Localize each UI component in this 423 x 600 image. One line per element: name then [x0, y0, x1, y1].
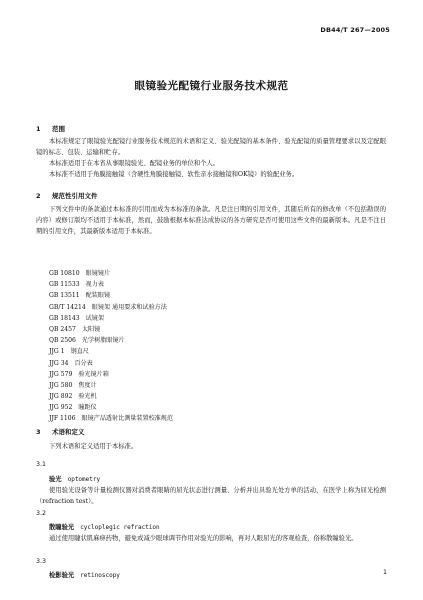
list-item: GB 11533 视力表: [49, 281, 104, 289]
section-1-title: 范围: [52, 125, 65, 133]
document-title: 眼镜验光配镜行业服务技术规范: [134, 80, 289, 92]
section-2-paragraph-1: 下列文件中的条款通过本标准的引用而成为本标准的条款。凡是注日期的引用文件，其随后所有的修改单（不包括勘误的内容）或修订版均不适用于本标准，然而，鼓励根据本标准达成协议的各方研究是否可使用这些文件的最新版本。凡是不注日期的引用文件，其最新版本适用于本标准。: [36, 206, 386, 235]
term-3-3-number: 3.3: [36, 558, 47, 565]
list-item: JJG 579 验光镜片箱: [49, 370, 109, 378]
section-1-paragraph-1: 本标准规定了眼镜验光配镜行业服务技术规范的术语和定义、验光配镜的基本条件、验光配镜的质量管理要求以及定配眼镜的标志、包装、运输和贮存。: [36, 138, 386, 156]
list-item: JJG 1 钢直尺: [49, 348, 89, 356]
term-3-1-heading: [49, 474, 100, 483]
section-1-paragraph-3: 本标准不适用于角膜接触镜（含硬性角膜接触镜、软性亲水接触镜和OK镜）的验配业务。: [49, 171, 299, 178]
list-item: GB 10810 眼镜镜片: [49, 270, 111, 277]
list-item: JJG 952 瞳距仪: [49, 404, 97, 412]
list-item: QB 2506 光学树脂眼镜片: [49, 337, 125, 345]
term-3-2-heading: [49, 522, 160, 531]
term-3-1-chinese: 验光: [49, 476, 62, 483]
section-3-heading: [36, 427, 85, 436]
term-3-2-chinese: 散瞳验光: [49, 524, 75, 531]
section-1-heading: [36, 124, 65, 133]
term-3-3-english: retinoscopy: [80, 572, 120, 579]
list-item: JJG 34 百分表: [49, 359, 93, 367]
term-3-3-chinese: 检影验光: [49, 572, 75, 579]
term-3-2-english: cycloplegic refraction: [80, 524, 160, 531]
normative-references-list: [49, 268, 389, 425]
term-3-1-number: 3.1: [36, 461, 47, 468]
section-3-title: 术语和定义: [52, 428, 85, 436]
section-1-paragraph-2: 本标准适用于在本省从事眼镜验光、配镜业务的单位和个人。: [49, 160, 220, 167]
section-1-number: 1: [36, 125, 41, 133]
section-2-title: 规范性引用文件: [52, 192, 98, 200]
term-3-2-number: 3.2: [36, 510, 47, 517]
section-2-heading: [36, 191, 98, 200]
list-item: GB/T 14214 眼镜架 通用要求和试验方法: [49, 303, 167, 311]
section-3-number: 3: [36, 428, 41, 436]
term-3-2-definition: 通过使用睫状肌麻痹药物，避免或减少眼球调节作用对验光的影响，再对人眼屈光的客观检查，俗称散瞳验光。: [49, 535, 358, 542]
list-item: JJF 1106 眼镜产品透射比测量装置校准规范: [49, 415, 173, 423]
term-3-1-definition: 使用验光设备等计量检测仪器对消费者眼睛的屈光状态进行测量、分析并出具验光处方单的活动，在医学上称为屈光检测（refraction test）。: [36, 487, 386, 505]
page-number: 1: [382, 569, 387, 576]
term-3-1-english: optometry: [67, 476, 101, 483]
list-item: JJG 892 验光机: [49, 393, 97, 401]
document-code: DB44/T 267—2005: [320, 26, 390, 34]
list-item: GB 13511 配装眼镜: [49, 292, 111, 300]
list-item: QB 2457 太阳镜: [49, 325, 101, 333]
section-3-intro: 下列术语和定义适用于本标准。: [49, 443, 138, 450]
term-3-3-heading: [49, 570, 120, 579]
list-item: JJG 580 焦度计: [49, 381, 97, 389]
list-item: GB 18143 试镜架: [49, 314, 104, 322]
section-2-number: 2: [36, 192, 41, 200]
